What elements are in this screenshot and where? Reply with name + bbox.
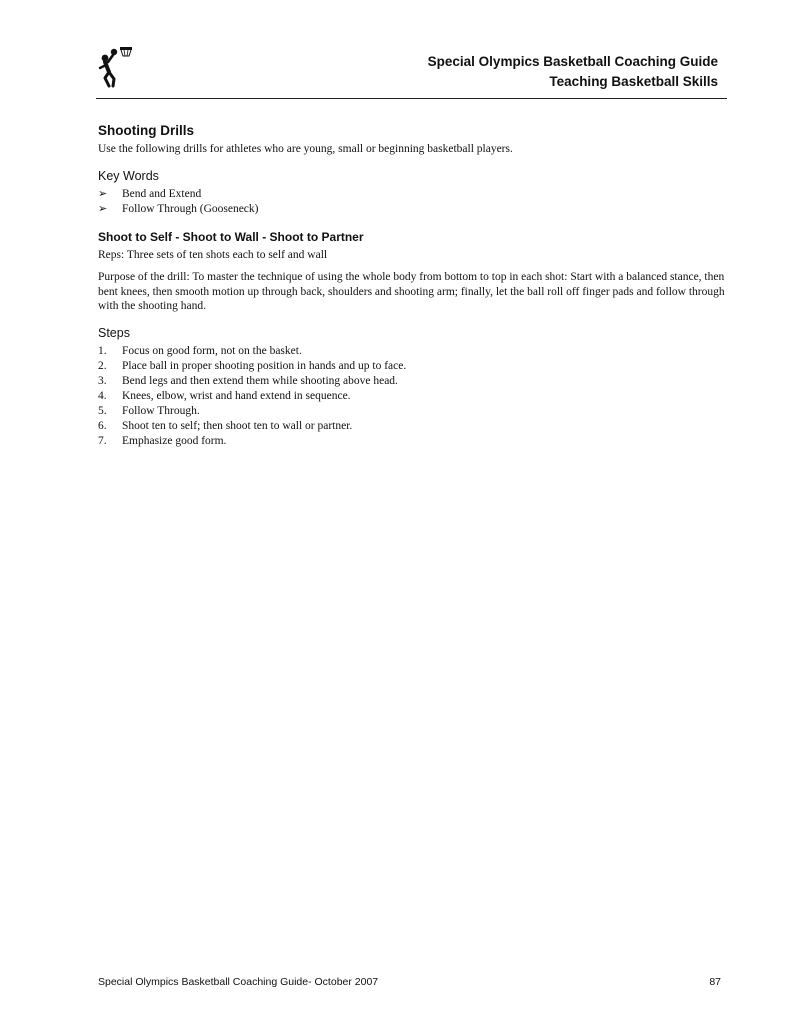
chapter-title: Teaching Basketball Skills (549, 74, 718, 89)
step-number: 6. (98, 419, 107, 432)
key-word-text: Bend and Extend (122, 187, 202, 200)
step-number: 1. (98, 344, 107, 357)
guide-title: Special Olympics Basketball Coaching Guide (427, 54, 718, 69)
basketball-player-icon (96, 44, 140, 92)
page-content (98, 123, 728, 449)
steps-heading: Steps (98, 325, 130, 340)
list-item (98, 404, 728, 419)
step-number: 5. (98, 404, 107, 417)
list-item (98, 434, 728, 449)
drill-purpose: Purpose of the drill: To master the technique of using the whole body from bottom to top in each shot: Start with a balanced stance, then bent knees, then smooth motion up through back, shoulders and shooting arm; finally, let the ball roll off finger pads and follow through with the shooting hand. (98, 271, 725, 313)
arrow-bullet-icon: ➢ (98, 203, 108, 216)
arrow-bullet-icon: ➢ (98, 187, 108, 200)
list-item (98, 202, 728, 218)
key-word-text: Follow Through (Gooseneck) (122, 203, 259, 216)
header-divider (96, 98, 727, 99)
step-number: 7. (98, 434, 107, 447)
step-text: Bend legs and then extend them while shooting above head. (122, 374, 398, 387)
list-item (98, 389, 728, 404)
step-text: Emphasize good form. (122, 434, 227, 447)
drill-reps: Reps: Three sets of ten shots each to self and wall (98, 248, 328, 261)
step-text: Follow Through. (122, 404, 200, 417)
step-text: Focus on good form, not on the basket. (122, 344, 302, 357)
steps-list (98, 344, 728, 449)
list-item (98, 374, 728, 389)
key-words-list (98, 187, 728, 218)
key-words-heading: Key Words (98, 168, 159, 183)
list-item (98, 419, 728, 434)
footer-text: Special Olympics Basketball Coaching Guide- October 2007 (98, 976, 379, 988)
list-item (98, 359, 728, 374)
step-number: 4. (98, 389, 107, 402)
step-text: Knees, elbow, wrist and hand extend in sequence. (122, 389, 351, 402)
intro-paragraph: Use the following drills for athletes who are young, small or beginning basketball players. (98, 143, 513, 155)
step-text: Shoot ten to self; then shoot ten to wall or partner. (122, 419, 353, 432)
step-number: 2. (98, 359, 107, 372)
section-title: Shooting Drills (98, 123, 194, 138)
page-number: 87 (709, 976, 721, 988)
drill-title: Shoot to Self - Shoot to Wall - Shoot to Partner (98, 229, 364, 244)
list-item (98, 344, 728, 359)
step-text: Place ball in proper shooting position in hands and up to face. (122, 359, 407, 372)
step-number: 3. (98, 374, 107, 387)
header-titles (428, 52, 718, 92)
list-item (98, 187, 728, 203)
